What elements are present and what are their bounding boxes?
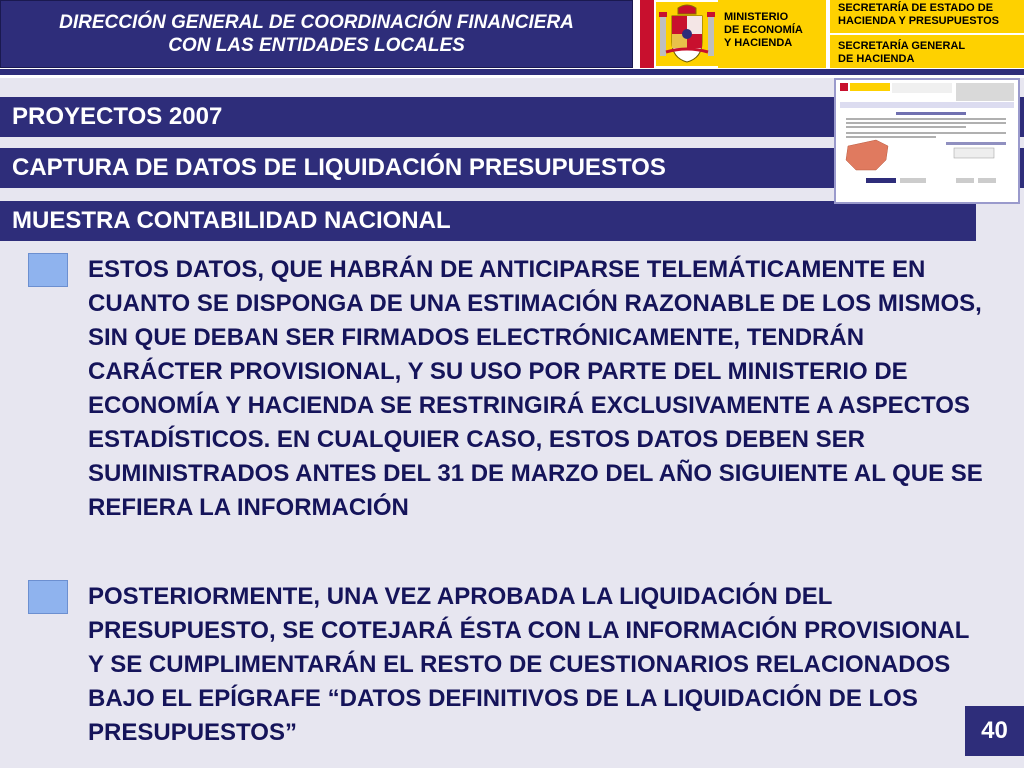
direccion-line-1: DIRECCIÓN GENERAL DE COORDINACIÓN FINANCIERA	[59, 12, 574, 33]
page-number: 40	[965, 706, 1024, 756]
title-captura: CAPTURA DE DATOS DE LIQUIDACIÓN PRESUPUESTOS	[0, 148, 1024, 188]
thumbnail-image	[836, 80, 1018, 202]
square-bullet-icon	[28, 580, 68, 614]
paragraph-2-emphasis: DATOS DEFINITIVOS DE LA LIQUIDACIÓN DE LOS PRESUPUESTOS”	[88, 685, 918, 746]
ministerio-line-2: DE ECONOMÍA	[724, 24, 803, 36]
website-screenshot-thumbnail	[834, 78, 1020, 204]
secretaria-general-line-2: DE HACIENDA	[838, 53, 915, 65]
paragraph-2	[88, 580, 978, 750]
direccion-general-box	[0, 0, 633, 68]
header-divider	[0, 69, 1024, 75]
direccion-line-2: CON LAS ENTIDADES LOCALES	[168, 35, 465, 56]
ministerio-label	[718, 0, 826, 68]
title-proyectos: PROYECTOS 2007	[0, 97, 1024, 137]
title-muestra: MUESTRA CONTABILIDAD NACIONAL	[0, 201, 976, 241]
flag-red-block	[640, 0, 654, 68]
ministerio-line-1: MINISTERIO	[724, 11, 789, 23]
paragraph-1: ESTOS DATOS, QUE HABRÁN DE ANTICIPARSE TELEMÁTICAMENTE EN CUANTO SE DISPONGA DE UNA ESTIMACIÓN RAZONABLE DE LOS MISMOS, SIN QUE DEBAN SER FIRMADOS ELECTRÓNICAMENTE, TENDRÁN CARÁCTER PROVISIONAL, Y SU USO POR PARTE DEL MINISTERIO DE ECONOMÍA Y HACIENDA SE RESTRINGIRÁ EXCLUSIVAMENTE A ASPECTOS ESTADÍSTICOS. EN CUALQUIER CASO, ESTOS DATOS DEBEN SER SUMINISTRADOS ANTES DEL 31 DE MARZO DEL AÑO SIGUIENTE AL QUE SE REFIERA LA INFORMACIÓN	[88, 256, 983, 521]
secretaria-general-line-1: SECRETARÍA GENERAL	[838, 40, 966, 52]
spain-coat-of-arms-icon	[656, 2, 718, 66]
ministerio-line-3: Y HACIENDA	[724, 37, 793, 49]
header-banner	[0, 0, 1024, 78]
secretaria-estado-line-1: SECRETARÍA DE ESTADO DE	[838, 2, 994, 14]
secretaria-estado-line-2: HACIENDA Y PRESUPUESTOS	[838, 15, 999, 27]
paragraph-2-text: POSTERIORMENTE, UNA VEZ APROBADA LA LIQUIDACIÓN DEL PRESUPUESTO, SE COTEJARÁ ÉSTA CON LA INFORMACIÓN PROVISIONAL Y SE CUMPLIMENTARÁN EL RESTO DE CUESTIONARIOS RELACIONADOS BAJO EL EPÍGRAFE “	[88, 583, 969, 712]
secretaria-general-label	[830, 35, 1024, 68]
square-bullet-icon	[28, 253, 68, 287]
secretaria-estado-label	[830, 0, 1024, 33]
